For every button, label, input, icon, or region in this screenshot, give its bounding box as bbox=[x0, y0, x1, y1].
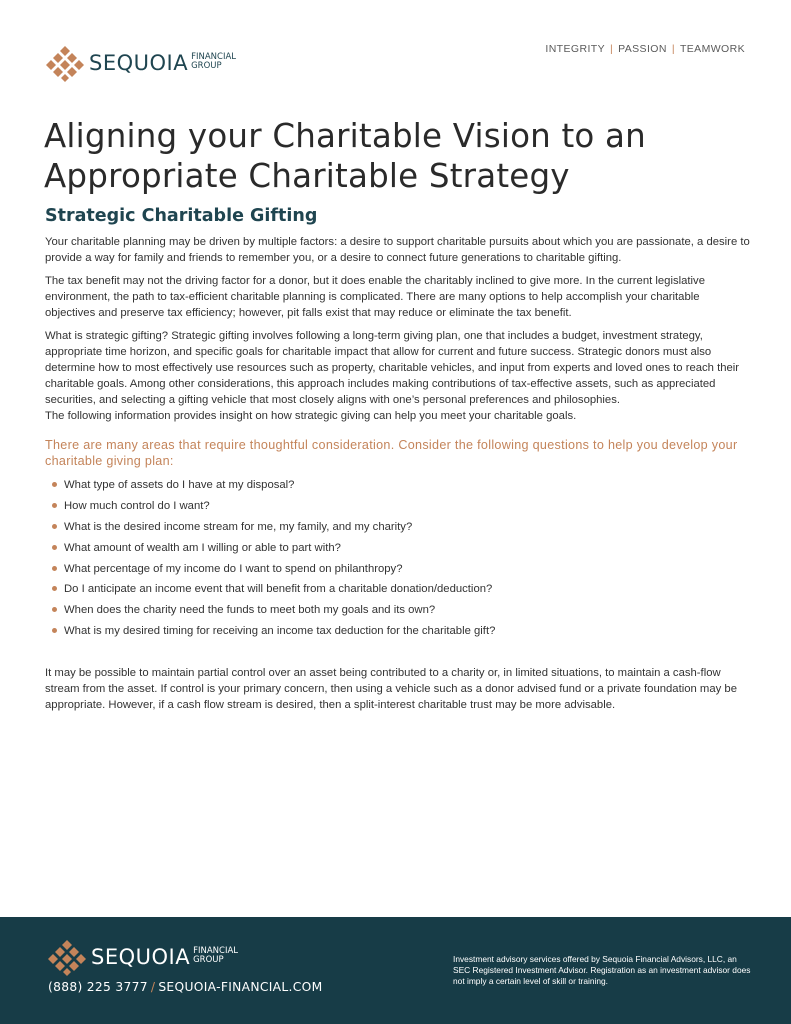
footer-logo-subtext bbox=[193, 947, 238, 965]
question-text: What type of assets do I have at my disposal? bbox=[64, 479, 295, 491]
value-teamwork: TEAMWORK bbox=[679, 43, 745, 55]
question-text: When does the charity need the funds to meet both my goals and its own? bbox=[64, 604, 436, 617]
phone-number: (888) 225 3777 bbox=[48, 980, 148, 994]
bullet-icon bbox=[52, 628, 57, 633]
company-values bbox=[545, 43, 745, 55]
footer-logo bbox=[48, 938, 238, 976]
list-item bbox=[52, 561, 750, 577]
list-item bbox=[52, 540, 750, 556]
footer-logo-sub-financial: FINANCIAL bbox=[193, 945, 239, 956]
document-body bbox=[45, 234, 750, 720]
paragraph-strategic-gifting: What is strategic gifting? Strategic gifting involves following a long-term giving plan, one that includes a budget, investment strategy, appropriate time horizon, and specific goals for charitable impact that allow for current and future success. Strategic donors must also determine how to most effectively use resources such as property, charitable vehicles, and input from experts and loved ones to reach their charitable goals. Among other considerations, this approach includes making contributions of tax-effective assets, such as appreciated securities, and selecting a gifting vehicle that most closely aligns with one’s personal preferences and philosophies. bbox=[45, 330, 740, 406]
bullet-icon bbox=[52, 524, 57, 529]
list-item bbox=[52, 581, 750, 597]
paragraph-intro: Your charitable planning may be driven by multiple factors: a desire to support charitable pursuits about which you are passionate, a desire to provide a way for family and friends to remember you, or a desire to connect future generations to charitable gifting. bbox=[45, 236, 750, 264]
question-text: What percentage of my income do I want to spend on philanthropy? bbox=[64, 562, 403, 575]
question-text: Do I anticipate an income event that will benefit from a charitable donation/deduction? bbox=[64, 583, 493, 596]
list-item bbox=[52, 519, 750, 535]
logo-subtext bbox=[191, 53, 236, 71]
diamond-cluster-icon bbox=[48, 938, 86, 976]
values-separator: | bbox=[671, 43, 675, 55]
section-heading: Strategic Charitable Gifting bbox=[45, 206, 318, 226]
question-text: What is the desired income stream for me, my family, and my charity? bbox=[64, 520, 413, 533]
footer-logo-wordmark: SEQUOIA bbox=[91, 945, 191, 969]
page-title: Aligning your Charitable Vision to an Appropriate Charitable Strategy bbox=[44, 117, 646, 195]
footer-logo-sub-group: GROUP bbox=[193, 954, 224, 965]
list-item bbox=[52, 477, 750, 493]
logo-wordmark: SEQUOIA bbox=[89, 51, 189, 75]
questions-list bbox=[45, 477, 750, 639]
diamond-cluster-icon bbox=[46, 44, 84, 82]
bullet-icon bbox=[52, 566, 57, 571]
list-item bbox=[52, 623, 750, 639]
callout-text: There are many areas that require thoughtful consideration. Consider the following questions to help you develop your charitable giving plan: bbox=[45, 438, 738, 468]
bullet-icon bbox=[52, 586, 57, 591]
website-link[interactable]: SEQUOIA-FINANCIAL.COM bbox=[158, 980, 323, 994]
question-text: How much control do I want? bbox=[64, 499, 210, 512]
contact-line bbox=[48, 980, 323, 994]
bullet-icon bbox=[52, 503, 57, 508]
value-passion: PASSION bbox=[618, 43, 667, 55]
question-text: What amount of wealth am I willing or able to part with? bbox=[64, 541, 341, 554]
logo-sub-group: GROUP bbox=[191, 60, 222, 71]
bullet-icon bbox=[52, 607, 57, 612]
bullet-icon bbox=[52, 545, 57, 550]
question-text: What is my desired timing for receiving an income tax deduction for the charitable gift? bbox=[64, 625, 496, 638]
logo-sub-financial: FINANCIAL bbox=[191, 51, 237, 62]
value-integrity: INTEGRITY bbox=[545, 43, 605, 55]
values-separator: | bbox=[609, 43, 614, 55]
bullet-icon bbox=[52, 482, 57, 487]
paragraph-tax-benefit: The tax benefit may not the driving factor for a donor, but it does enable the charitably inclined to give more. In the current legislative environment, the path to tax-efficient charitable planning is complicated. There are many options to help accomplish your charitable objectives and preserve tax efficiency; however, pit falls exist that may reduce or eliminate the tax benefit. bbox=[45, 275, 705, 319]
paragraph-closing: It may be possible to maintain partial control over an asset being contributed to a charity or, in limited situations, to maintain a cash-flow stream from the asset. If control is your primary concern, then using a vehicle such as a donor advised fund or a private foundation may be appropriate. However, if a cash flow stream is desired, then a split-interest charitable trust may be more advisable. bbox=[45, 667, 737, 712]
list-item bbox=[52, 602, 750, 618]
sequoia-logo bbox=[46, 44, 236, 82]
footer-disclaimer: Investment advisory services offered by Sequoia Financial Advisors, LLC, an SEC Registered Investment Advisor. Registration as an investment advisor does not imply a certain level of skill or training. bbox=[453, 954, 751, 986]
list-item bbox=[52, 498, 750, 514]
paragraph-following-info: The following information provides insight on how strategic giving can help you meet your charitable goals. bbox=[45, 410, 577, 422]
contact-separator: / bbox=[150, 980, 156, 994]
